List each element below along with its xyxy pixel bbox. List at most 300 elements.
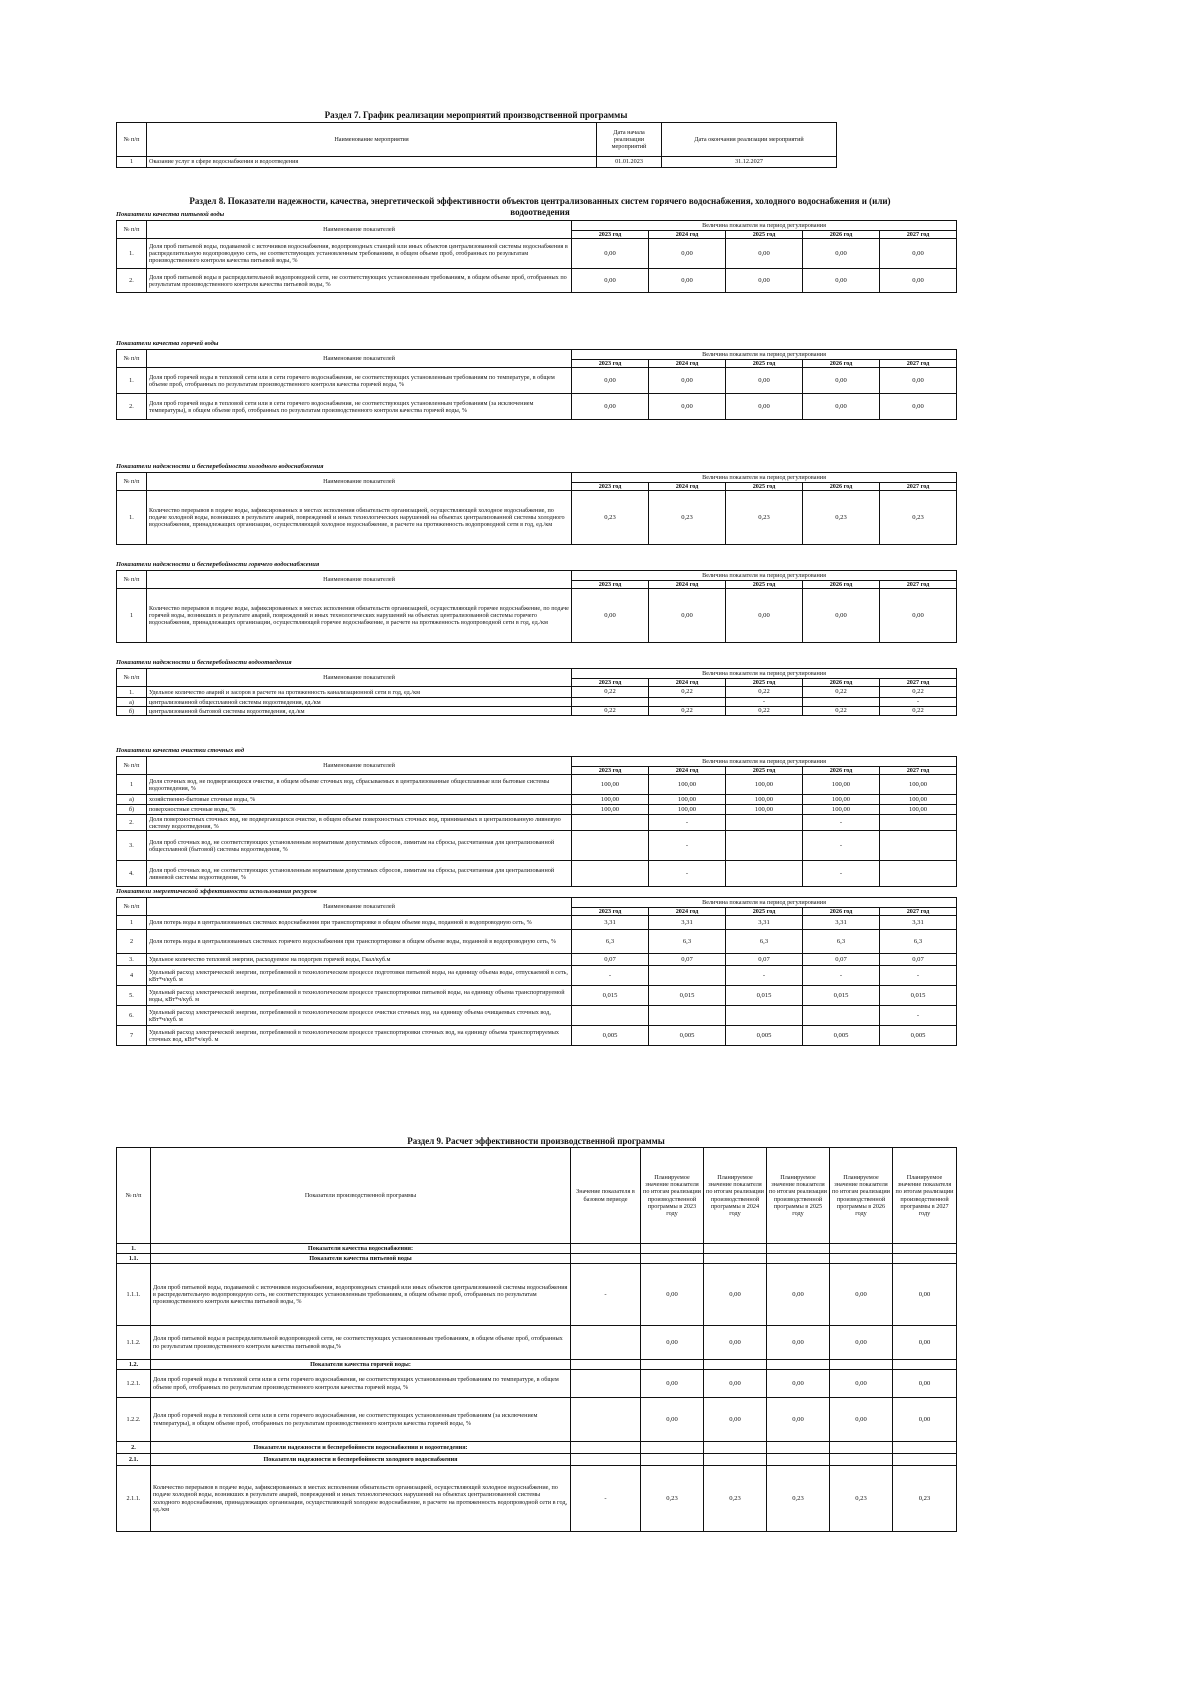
table-row (117, 394, 957, 420)
indicator-name: Доля проб горячей воды в тепловой сети или в сети горячего водоснабжения, не соответствующих установленным требованиям (за исключением температуры), в общем объеме проб, отобранных по результатам производственного контроля качества горячей воды, % (147, 394, 572, 420)
table-row (117, 1398, 957, 1442)
s8-header-period: Величина показателя на период регулирования (572, 473, 957, 483)
row-number: 4. (117, 861, 147, 887)
empty-cell (704, 1454, 767, 1466)
indicator-value: 100,00 (803, 795, 880, 805)
s8-header-year: 2027 год (880, 483, 957, 491)
s8-header-year: 2026 год (803, 483, 880, 491)
indicator-value: 100,00 (803, 775, 880, 795)
indicator-name: Удельное количество тепловой энергии, расходуемое на подогрев горячей воды, Гкал/куб.м (147, 954, 572, 966)
indicator-value: 3,31 (572, 916, 649, 930)
indicator-value: 0,22 (649, 687, 726, 698)
empty-cell (641, 1442, 704, 1454)
row-number: б) (117, 805, 147, 815)
indicator-value (880, 861, 957, 887)
empty-cell (767, 1442, 830, 1454)
indicator-value: 100,00 (880, 805, 957, 815)
empty-cell (830, 1442, 893, 1454)
indicator-value: 0,00 (649, 394, 726, 420)
s8-header-num: № п/п (117, 221, 147, 239)
indicator-value: 0,00 (880, 269, 957, 293)
planned-value: 0,00 (767, 1326, 830, 1360)
empty-cell (641, 1244, 704, 1254)
s8-header-year: 2023 год (572, 908, 649, 916)
s8-header-year: 2023 год (572, 360, 649, 368)
s8-header-year: 2027 год (880, 908, 957, 916)
indicator-value: 0,22 (880, 687, 957, 698)
indicator-value (649, 966, 726, 986)
planned-value: 0,00 (830, 1398, 893, 1442)
indicator-value: 0,005 (803, 1026, 880, 1046)
section8-group-title: Показатели качества очистки сточных вод (116, 747, 245, 754)
indicator-value (649, 698, 726, 707)
planned-value: 0,00 (830, 1370, 893, 1398)
indicator-value: 100,00 (726, 775, 803, 795)
indicator-value: 6,3 (880, 930, 957, 954)
s9-header-base: Значение показателя в базовом периоде (571, 1148, 641, 1244)
indicator-value: 0,00 (803, 368, 880, 394)
s7-row-num: 1 (117, 157, 147, 168)
table-row (117, 986, 957, 1006)
s8-header-name: Наименование показателей (147, 757, 572, 775)
section8-group-title: Показатели энергетической эффективности использования ресурсов (116, 888, 317, 895)
table-row (117, 1006, 957, 1026)
indicator-value: 0,00 (880, 394, 957, 420)
indicator-value: - (649, 861, 726, 887)
empty-cell (767, 1360, 830, 1370)
s8-header-year: 2024 год (649, 679, 726, 687)
indicator-name: Доля проб горячей воды в тепловой сети или в сети горячего водоснабжения, не соответствующих установленным требованиям по температуре, в общем объеме проб, отобранных по результатам производственного контроля качества горячей воды, % (147, 368, 572, 394)
section-heading: Показатели качества питьевой воды (151, 1254, 571, 1264)
s7-row-end: 31.12.2027 (662, 157, 837, 168)
planned-value: 0,00 (704, 1398, 767, 1442)
row-number: 2.1. (117, 1454, 151, 1466)
indicator-value: 0,22 (572, 687, 649, 698)
indicator-value: 0,00 (649, 239, 726, 269)
indicator-value: 0,015 (880, 986, 957, 1006)
indicator-name: Доля сточных вод, не подвергающихся очистке, в общем объеме сточных вод, сбрасываемых в централизованные общесплавные или бытовые системы водоотведения, % (147, 775, 572, 795)
indicator-name: поверхностные сточные воды, % (147, 805, 572, 815)
indicator-value: 0,00 (880, 368, 957, 394)
indicator-name: Доля проб питьевой воды в распределительной водопроводной сети, не соответствующих установленным требованиям, в общем объеме проб, отобранных по результатам производственного контроля качества питьевой воды, % (147, 269, 572, 293)
row-number: 2. (117, 269, 147, 293)
indicator-value: 0,00 (803, 589, 880, 643)
section-heading: Показатели надежности и бесперебойности холодного водоснабжения (151, 1454, 571, 1466)
table-row (117, 1264, 957, 1326)
indicator-value (803, 698, 880, 707)
section8-group-title: Показатели качества горячей воды (116, 340, 219, 347)
empty-cell (830, 1254, 893, 1264)
indicator-value: 0,005 (649, 1026, 726, 1046)
empty-cell (830, 1244, 893, 1254)
planned-value: 0,00 (704, 1264, 767, 1326)
s8-header-num: № п/п (117, 757, 147, 775)
indicator-value (649, 1006, 726, 1026)
section-heading: Показатели качества горячей воды: (151, 1360, 571, 1370)
s9-header-2026: Планируемое значение показателя по итогам реализации производственной программы в 2026 году (830, 1148, 893, 1244)
indicator-value: 0,015 (572, 986, 649, 1006)
s9-header-2024: Планируемое значение показателя по итогам реализации производственной программы в 2024 году (704, 1148, 767, 1244)
indicator-value: - (726, 698, 803, 707)
indicator-value: 100,00 (572, 805, 649, 815)
row-number: 1.2. (117, 1360, 151, 1370)
section8-table (116, 668, 957, 716)
indicator-value: 0,00 (726, 394, 803, 420)
empty-cell (830, 1454, 893, 1466)
table-row (117, 966, 957, 986)
indicator-name: Удельный расход электрической энергии, потребляемой в технологическом процессе подготовки питьевой воды, на единицу объема воды, отпускаемой в сеть, кВт*ч/куб. м (147, 966, 572, 986)
planned-value: 0,00 (893, 1326, 957, 1360)
indicator-value (726, 1006, 803, 1026)
indicator-value: 0,07 (649, 954, 726, 966)
s8-header-name: Наименование показателей (147, 350, 572, 368)
row-number: 3. (117, 954, 147, 966)
s8-header-name: Наименование показателей (147, 473, 572, 491)
table-row (117, 239, 957, 269)
table-row (117, 930, 957, 954)
indicator-value: 0,00 (572, 368, 649, 394)
s7-row-name: Оказание услуг в сфере водоснабжения и водоотведения (147, 157, 597, 168)
indicator-value: 0,22 (880, 707, 957, 716)
indicator-value: 100,00 (649, 775, 726, 795)
indicator-name: Доля проб питьевой воды в распределительной водопроводной сети, не соответствующих установленным требованиям, в общем объеме проб, отобранных по результатам производственного контроля качества питьевой воды,% (151, 1326, 571, 1360)
s8-header-year: 2025 год (726, 908, 803, 916)
table-row (117, 687, 957, 698)
planned-value: 0,00 (893, 1264, 957, 1326)
s8-header-period: Величина показателя на период регулирования (572, 571, 957, 581)
indicator-value: 100,00 (649, 795, 726, 805)
table-row (117, 861, 957, 887)
indicator-value: - (649, 831, 726, 861)
planned-value: 0,23 (767, 1466, 830, 1532)
empty-cell (641, 1254, 704, 1264)
s8-header-name: Наименование показателей (147, 669, 572, 687)
indicator-name: Доля проб горячей воды в тепловой сети или в сети горячего водоснабжения, не соответствующих установленным требованиям по температуре, в общем объеме проб, отобранных по результатам производственного контроля качества горячей воды, % (151, 1370, 571, 1398)
indicator-value: 0,015 (726, 986, 803, 1006)
s9-header-2023: Планируемое значение показателя по итогам реализации производственной программы в 2023 году (641, 1148, 704, 1244)
s8-header-year: 2024 год (649, 581, 726, 589)
section9-table (116, 1147, 957, 1532)
s8-header-year: 2024 год (649, 908, 726, 916)
planned-value: 0,23 (830, 1466, 893, 1532)
indicator-value: 0,22 (572, 707, 649, 716)
row-number: 1.1.2. (117, 1326, 151, 1360)
planned-value: 0,00 (893, 1370, 957, 1398)
planned-value: 0,00 (641, 1398, 704, 1442)
section8-group-title: Показатели надежности и бесперебойности водоотведения (116, 659, 292, 666)
table-row (117, 795, 957, 805)
indicator-value: 0,22 (726, 687, 803, 698)
empty-cell (571, 1442, 641, 1454)
section8-table (116, 220, 957, 293)
indicator-value: - (803, 831, 880, 861)
indicator-name: централизованной общесплавной системы водоотведения, ед./км (147, 698, 572, 707)
empty-cell (571, 1360, 641, 1370)
indicator-value: 100,00 (880, 795, 957, 805)
row-number: 7 (117, 1026, 147, 1046)
table-row (117, 805, 957, 815)
base-value (571, 1370, 641, 1398)
base-value: - (571, 1466, 641, 1532)
row-number: 1. (117, 239, 147, 269)
table-row (117, 1466, 957, 1532)
section8-group-title: Показатели качества питьевой воды (116, 211, 225, 218)
indicator-value: - (803, 966, 880, 986)
indicator-value: 0,005 (572, 1026, 649, 1046)
planned-value: 0,23 (641, 1466, 704, 1532)
table-row (117, 1326, 957, 1360)
indicator-value: 100,00 (726, 805, 803, 815)
indicator-name: Количество перерывов в подаче воды, зафиксированных в местах исполнения обязательств организацией, осуществляющей горячее водоснабжение, по подаче горячей воды, возникших в результате аварий, повреждений и иных технологических нарушений на объектах централизованной системы горячего водоснабжения, принадлежащих организации, осуществляющей горячее водоснабжение, в расчете на протяженность водопроводной сети в год, ед./км (147, 589, 572, 643)
empty-cell (571, 1254, 641, 1264)
table-row (117, 491, 957, 545)
indicator-value: 100,00 (726, 795, 803, 805)
planned-value: 0,00 (641, 1326, 704, 1360)
indicator-name: Доля проб питьевой воды, подаваемой с источников водоснабжения, водопроводных станций или иных объектов централизованной системы водоснабжения в распределительную водопроводную сеть, не соответствующих установленным требованиям, в общем объеме проб, отобранных по результатам производственного контроля качества питьевой воды, % (151, 1264, 571, 1326)
indicator-value: 0,07 (803, 954, 880, 966)
planned-value: 0,00 (767, 1370, 830, 1398)
row-number: 1 (117, 916, 147, 930)
indicator-value: 6,3 (572, 930, 649, 954)
s8-header-year: 2025 год (726, 767, 803, 775)
empty-cell (704, 1244, 767, 1254)
planned-value: 0,00 (830, 1264, 893, 1326)
s8-header-year: 2024 год (649, 360, 726, 368)
planned-value: 0,00 (641, 1370, 704, 1398)
s9-header-name: Показатели производственной программы (151, 1148, 571, 1244)
planned-value: 0,23 (704, 1466, 767, 1532)
indicator-value: 0,00 (726, 368, 803, 394)
indicator-value: 0,07 (726, 954, 803, 966)
s7-header-num: № п/п (117, 123, 147, 157)
indicator-value: - (880, 698, 957, 707)
indicator-value: - (726, 966, 803, 986)
indicator-name: хозяйственно-бытовые сточные воды, % (147, 795, 572, 805)
row-number: 2.1.1. (117, 1466, 151, 1532)
row-number: 2. (117, 815, 147, 831)
indicator-value: 0,00 (572, 239, 649, 269)
indicator-value: 3,31 (880, 916, 957, 930)
section8-group-title: Показатели надежности и бесперебойности холодного водоснабжения (116, 463, 324, 470)
s9-header-2025: Планируемое значение показателя по итогам реализации производственной программы в 2025 году (767, 1148, 830, 1244)
s8-header-year: 2026 год (803, 679, 880, 687)
indicator-value: 6,3 (649, 930, 726, 954)
s7-header-name: Наименование мероприятия (147, 123, 597, 157)
s8-header-year: 2027 год (880, 581, 957, 589)
indicator-value: 6,3 (726, 930, 803, 954)
empty-cell (571, 1244, 641, 1254)
indicator-value: - (803, 815, 880, 831)
row-number: 1.2.2. (117, 1398, 151, 1442)
s8-header-year: 2024 год (649, 231, 726, 239)
indicator-value: 100,00 (803, 805, 880, 815)
planned-value: 0,00 (767, 1264, 830, 1326)
indicator-value: 0,22 (649, 707, 726, 716)
indicator-value: 0,00 (649, 368, 726, 394)
indicator-value: 0,23 (880, 491, 957, 545)
empty-cell (704, 1442, 767, 1454)
indicator-value: 0,005 (726, 1026, 803, 1046)
indicator-value (803, 1006, 880, 1026)
empty-cell (893, 1254, 957, 1264)
table-row (117, 815, 957, 831)
indicator-value (726, 831, 803, 861)
s9-header-num: № п/п (117, 1148, 151, 1244)
indicator-value: 0,00 (649, 589, 726, 643)
row-number: 2. (117, 1442, 151, 1454)
indicator-value (572, 815, 649, 831)
s8-header-period: Величина показателя на период регулирования (572, 350, 957, 360)
s7-header-start: Дата начала реализации мероприятий (597, 123, 662, 157)
table-row (117, 1360, 957, 1370)
indicator-value: 100,00 (880, 775, 957, 795)
indicator-value: 0,22 (803, 687, 880, 698)
table-row (117, 916, 957, 930)
empty-cell (767, 1254, 830, 1264)
indicator-value: - (803, 861, 880, 887)
indicator-value: 0,07 (880, 954, 957, 966)
indicator-name: Доля проб питьевой воды, подаваемой с источников водоснабжения, водопроводных станций или иных объектов централизованной системы водоснабжения в распределительную водопроводную сеть, не соответствующих установленным требованиям, в общем объеме проб, отобранных по результатам производственного контроля качества питьевой воды, % (147, 239, 572, 269)
indicator-value: 0,00 (726, 269, 803, 293)
s8-header-year: 2024 год (649, 767, 726, 775)
section-heading: Показатели качества водоснабжения: (151, 1244, 571, 1254)
indicator-value: 0,23 (726, 491, 803, 545)
empty-cell (893, 1244, 957, 1254)
indicator-value: 0,00 (803, 394, 880, 420)
section9-title: Раздел 9. Расчет эффективности производственной программы (407, 1136, 665, 1146)
indicator-value: 0,005 (880, 1026, 957, 1046)
indicator-value (726, 815, 803, 831)
indicator-name: Удельный расход электрической энергии, потребляемой в технологическом процессе транспортировки питьевой воды, на единицу объема транспортируемой воды, кВт*ч/куб. м (147, 986, 572, 1006)
section-heading: Показатели надежности и бесперебойности водоснабжения и водоотведения: (151, 1442, 571, 1454)
s8-header-year: 2025 год (726, 483, 803, 491)
s8-header-year: 2023 год (572, 767, 649, 775)
table-row (117, 1370, 957, 1398)
indicator-value: 0,00 (803, 239, 880, 269)
table-row (117, 368, 957, 394)
section8-title: Раздел 8. Показатели надежности, качества, энергетической эффективности объектов централизованных систем горячего водоснабжения, холодного водоснабжения и (или) водоотведения (189, 196, 891, 217)
empty-cell (767, 1244, 830, 1254)
empty-cell (704, 1254, 767, 1264)
indicator-name: централизованной бытовой системы водоотведения, ед./км (147, 707, 572, 716)
empty-cell (641, 1454, 704, 1466)
table-row (117, 954, 957, 966)
row-number: 1 (117, 775, 147, 795)
s8-header-name: Наименование показателей (147, 221, 572, 239)
indicator-value: 100,00 (649, 805, 726, 815)
row-number: 1 (117, 589, 147, 643)
table-row (117, 831, 957, 861)
row-number: 1.1. (117, 1254, 151, 1264)
s8-header-year: 2027 год (880, 679, 957, 687)
indicator-name: Доля проб сточных вод, не соответствующих установленным нормативам допустимых сбросов, лимитам на сбросы, рассчитанная для централизованной ливневой системы водоотведения, % (147, 861, 572, 887)
section8-table (116, 570, 957, 643)
section8-group-title: Показатели надежности и бесперебойности горячего водоснабжения (116, 561, 320, 568)
s8-header-year: 2025 год (726, 679, 803, 687)
indicator-value: - (880, 1006, 957, 1026)
s8-header-num: № п/п (117, 898, 147, 916)
s8-header-num: № п/п (117, 571, 147, 589)
indicator-value: 3,31 (649, 916, 726, 930)
indicator-name: Удельное количество аварий и засоров в расчете на протяженность канализационной сети в год, ед./км (147, 687, 572, 698)
s7-header-end: Дата окончания реализации мероприятий (662, 123, 837, 157)
indicator-value: 0,00 (572, 394, 649, 420)
section7-table (116, 122, 837, 168)
planned-value: 0,00 (893, 1398, 957, 1442)
row-number: 4 (117, 966, 147, 986)
indicator-value: 0,00 (726, 239, 803, 269)
row-number: 3. (117, 831, 147, 861)
indicator-name: Количество перерывов в подаче воды, зафиксированных в местах исполнения обязательств организацией, осуществляющей холодное водоснабжение, по подаче холодной воды, возникших в результате аварий, повреждений и иных технологических нарушений на объектах централизованной системы холодного водоснабжения, принадлежащих организации, осуществляющей холодное водоснабжение, в расчете на протяженность водопроводной сети в год, ед./км (151, 1466, 571, 1532)
table-row (117, 1026, 957, 1046)
indicator-name: Доля проб сточных вод, не соответствующих установленным нормативам допустимых сбросов, лимитам на сбросы, рассчитанная для централизованной общесплавной (бытовой) системы водоотведения, % (147, 831, 572, 861)
table-row (117, 269, 957, 293)
planned-value: 0,23 (893, 1466, 957, 1532)
row-number: 1. (117, 368, 147, 394)
indicator-value (880, 815, 957, 831)
section8-table (116, 756, 957, 887)
indicator-value: 100,00 (572, 795, 649, 805)
row-number: а) (117, 795, 147, 805)
s8-header-year: 2026 год (803, 581, 880, 589)
section7-title: Раздел 7. График реализации мероприятий производственной программы (324, 110, 628, 120)
s8-header-year: 2026 год (803, 767, 880, 775)
s8-header-name: Наименование показателей (147, 571, 572, 589)
table-row (117, 589, 957, 643)
s8-header-period: Величина показателя на период регулирования (572, 669, 957, 679)
table-row (117, 1244, 957, 1254)
empty-cell (830, 1360, 893, 1370)
indicator-value (572, 698, 649, 707)
indicator-value: - (649, 815, 726, 831)
s8-header-year: 2026 год (803, 360, 880, 368)
empty-cell (571, 1454, 641, 1466)
s8-header-year: 2023 год (572, 581, 649, 589)
indicator-value: - (880, 966, 957, 986)
row-number: 6. (117, 1006, 147, 1026)
indicator-name: Количество перерывов в подаче воды, зафиксированных в местах исполнения обязательств организацией, осуществляющей холодное водоснабжение, по подаче холодной воды, возникших в результате аварий, повреждений и иных технологических нарушений на объектах централизованной системы холодного водоснабжения, принадлежащих организации, осуществляющей холодное водоснабжение, в расчете на протяженность водопроводной сети в год, ед./км (147, 491, 572, 545)
planned-value: 0,00 (830, 1326, 893, 1360)
s8-header-year: 2026 год (803, 231, 880, 239)
indicator-name: Доля поверхностных сточных вод, не подвергающихся очистке, в общем объеме поверхностных сточных вод, принимаемых в централизованную ливневую систему водоотведения, % (147, 815, 572, 831)
indicator-value (572, 831, 649, 861)
s7-row-start: 01.01.2023 (597, 157, 662, 168)
table-row (117, 1454, 957, 1466)
s8-header-year: 2023 год (572, 483, 649, 491)
s8-header-period: Величина показателя на период регулирования (572, 221, 957, 231)
empty-cell (641, 1360, 704, 1370)
planned-value: 0,00 (767, 1398, 830, 1442)
indicator-value: - (572, 966, 649, 986)
indicator-name: Доля потерь воды в централизованных системах горячего водоснабжения при транспортировке в общем объеме воды, поданной в водопроводную сеть, % (147, 930, 572, 954)
row-number: 1.2.1. (117, 1370, 151, 1398)
s8-header-num: № п/п (117, 473, 147, 491)
empty-cell (704, 1360, 767, 1370)
indicator-value (880, 831, 957, 861)
s8-header-year: 2023 год (572, 231, 649, 239)
s8-header-period: Величина показателя на период регулирования (572, 757, 957, 767)
table-row (117, 707, 957, 716)
indicator-value: 0,23 (803, 491, 880, 545)
indicator-value: 0,00 (572, 589, 649, 643)
indicator-value: 0,015 (649, 986, 726, 1006)
planned-value: 0,00 (704, 1326, 767, 1360)
section8-table (116, 349, 957, 420)
s8-header-year: 2025 год (726, 581, 803, 589)
indicator-name: Удельный расход электрической энергии, потребляемой в технологическом процессе транспортировки сточных вод, на единицу объема транспортируемых сточных вод, кВт*ч/куб. м (147, 1026, 572, 1046)
base-value (571, 1398, 641, 1442)
indicator-value: 0,23 (572, 491, 649, 545)
